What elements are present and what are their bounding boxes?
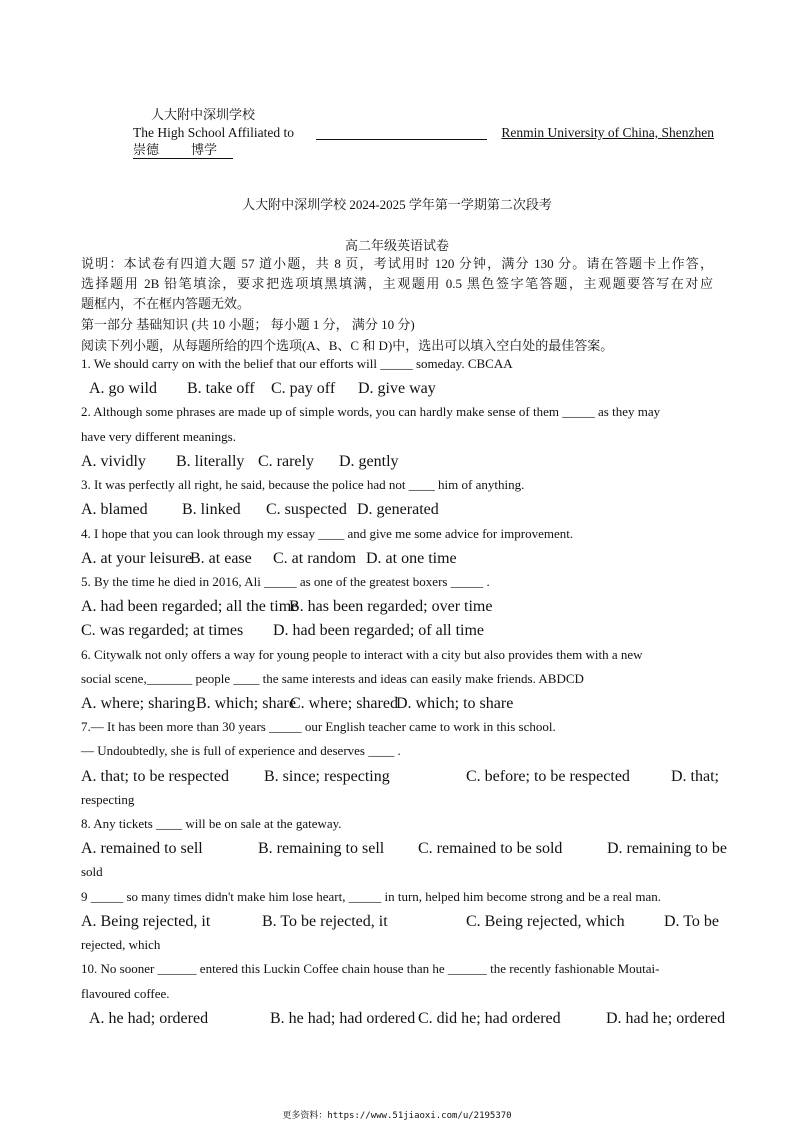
q2-option-a: A. vividly: [81, 453, 146, 470]
question-9: 9 _____ so many times didn't make him lose heart, _____ in turn, helped him become strong and be a real man.: [81, 889, 661, 904]
school-name-cn: 人大附中深圳学校: [151, 107, 256, 122]
question-2-line-2: have very different meanings.: [81, 429, 236, 444]
q9-option-b: B. To be rejected, it: [262, 913, 388, 930]
motto-2: 博学: [191, 142, 218, 157]
q7-option-d: D. that;: [671, 768, 719, 785]
question-5-options-row-1: [0, 598, 794, 614]
q10-option-b: B. he had; had ordered: [270, 1010, 416, 1027]
q4-option-a: A. at your leisure: [81, 550, 193, 567]
question-10-line-2: flavoured coffee.: [81, 986, 170, 1001]
q2-option-c: C. rarely: [258, 453, 314, 470]
part1-title: 第一部分 基础知识 (共 10 小题； 每小题 1 分， 满分 10 分): [81, 317, 415, 332]
q10-option-a: A. he had; ordered: [89, 1010, 209, 1027]
q7-option-b: B. since; respecting: [264, 768, 390, 785]
instructions-line-3: 题框内，不在框内答题无效。: [81, 296, 251, 311]
q5-option-b: B. has been regarded; over time: [289, 598, 493, 615]
q8-option-c: C. remained to be sold: [418, 840, 563, 857]
q1-option-c: C. pay off: [271, 380, 336, 397]
school-motto: [133, 142, 233, 159]
q10-option-c: C. did he; had ordered: [418, 1010, 561, 1027]
question-3: 3. It was perfectly all right, he said, because the police had not ____ him of anything.: [81, 477, 525, 492]
question-7-options: [0, 768, 794, 784]
q6-option-d: D. which; to share: [396, 695, 514, 712]
q3-option-d: D. generated: [357, 501, 439, 518]
question-4-options: [0, 550, 794, 566]
q2-option-d: D. gently: [339, 453, 399, 470]
question-7-line-1: 7.— It has been more than 30 years _____ our English teacher came to work in this school.: [81, 719, 556, 734]
q8-option-d-wrap: sold: [81, 864, 103, 879]
q9-option-a: A. Being rejected, it: [81, 913, 211, 930]
question-3-options: [0, 501, 794, 517]
q7-option-a: A. that; to be respected: [81, 768, 229, 785]
question-2-options: [0, 453, 794, 469]
q2-option-b: B. literally: [176, 453, 245, 470]
exam-subtitle: 高二年级英语试卷: [344, 238, 449, 253]
instructions-line-1: 说明：本试卷有四道大题 57 道小题，共 8 页，考试用时 120 分钟，满分 130 分。请在答题卡上作答，: [81, 256, 713, 271]
q4-option-b: B. at ease: [190, 550, 252, 567]
q7-option-d-wrap: respecting: [81, 792, 135, 807]
q10-option-d: D. had he; ordered: [606, 1010, 726, 1027]
q1-option-b: B. take off: [187, 380, 255, 397]
q8-option-b: B. remaining to sell: [258, 840, 385, 857]
instructions-line-2: 选择题用 2B 铅笔填涂，要求把选项填黑填满，主观题用 0.5 黑色签字笔答题，主观题要答写在对应: [81, 276, 713, 291]
question-4: 4. I hope that you can look through my essay ____ and give me some advice for improvement.: [81, 526, 574, 541]
question-2-line-1: 2. Although some phrases are made up of simple words, you can hardly make sense of them _____ as they may: [81, 404, 661, 419]
question-6-line-1: 6. Citywalk not only offers a way for young people to interact with a city but also provides them with a new: [81, 647, 643, 662]
q8-option-a: A. remained to sell: [81, 840, 203, 857]
q6-option-a: A. where; sharing: [81, 695, 196, 712]
question-1-options: [0, 380, 794, 396]
q6-option-b: B. which; share: [196, 695, 296, 712]
exam-title: 人大附中深圳学校 2024-2025 学年第一学期第二次段考: [242, 197, 552, 212]
q1-option-d: D. give way: [358, 380, 436, 397]
q4-option-c: C. at random: [273, 550, 357, 567]
question-9-options: [0, 913, 794, 929]
q3-option-a: A. blamed: [81, 501, 148, 518]
q5-option-a: A. had been regarded; all the time: [81, 598, 299, 615]
school-name-en-left: The High School Affiliated to: [133, 125, 294, 140]
q9-option-d-wrap: rejected, which: [81, 937, 161, 952]
question-8: 8. Any tickets ____ will be on sale at the gateway.: [81, 816, 342, 831]
q6-option-c: C. where; shared: [290, 695, 398, 712]
question-6-options: [0, 695, 794, 711]
q4-option-d: D. at one time: [366, 550, 457, 567]
motto-1: 崇德: [133, 142, 160, 157]
question-5: 5. By the time he died in 2016, Ali _____ as one of the greatest boxers _____ .: [81, 574, 490, 589]
q1-option-a: A. go wild: [89, 380, 157, 397]
footer-link[interactable]: 更多资料：https://www.51jiaoxi.com/u/2195370: [282, 1111, 512, 1121]
question-5-options-row-2: [0, 622, 794, 638]
part1-directions: 阅读下列小题，从每题所给的四个选项(A、B、C 和 D)中，选出可以填入空白处的最佳答案。: [81, 338, 614, 353]
q9-option-d: D. To be: [664, 913, 720, 930]
question-6-line-2: social scene,_______ people ____ the same interests and ideas can easily make friends. ABDCD: [81, 671, 584, 686]
question-7-line-2: — Undoubtedly, she is full of experience and deserves ____ .: [81, 743, 401, 758]
question-10-line-1: 10. No sooner ______ entered this Luckin Coffee chain house than he ______ the recently fashionable Moutai-: [81, 961, 660, 976]
q5-option-c: C. was regarded; at times: [81, 622, 244, 639]
question-1: 1. We should carry on with the belief that our efforts will _____ someday. CBCAA: [81, 356, 513, 371]
q3-option-c: C. suspected: [266, 501, 347, 518]
q8-option-d: D. remaining to be: [607, 840, 727, 857]
question-10-options: [0, 1010, 794, 1026]
q7-option-c: C. before; to be respected: [466, 768, 630, 785]
school-name-en-right: Renmin University of China, Shenzhen: [501, 125, 714, 140]
q3-option-b: B. linked: [182, 501, 241, 518]
question-8-options: [0, 840, 794, 856]
school-name-underline: [316, 139, 487, 140]
q9-option-c: C. Being rejected, which: [466, 913, 625, 930]
q5-option-d: D. had been regarded; of all time: [273, 622, 485, 639]
